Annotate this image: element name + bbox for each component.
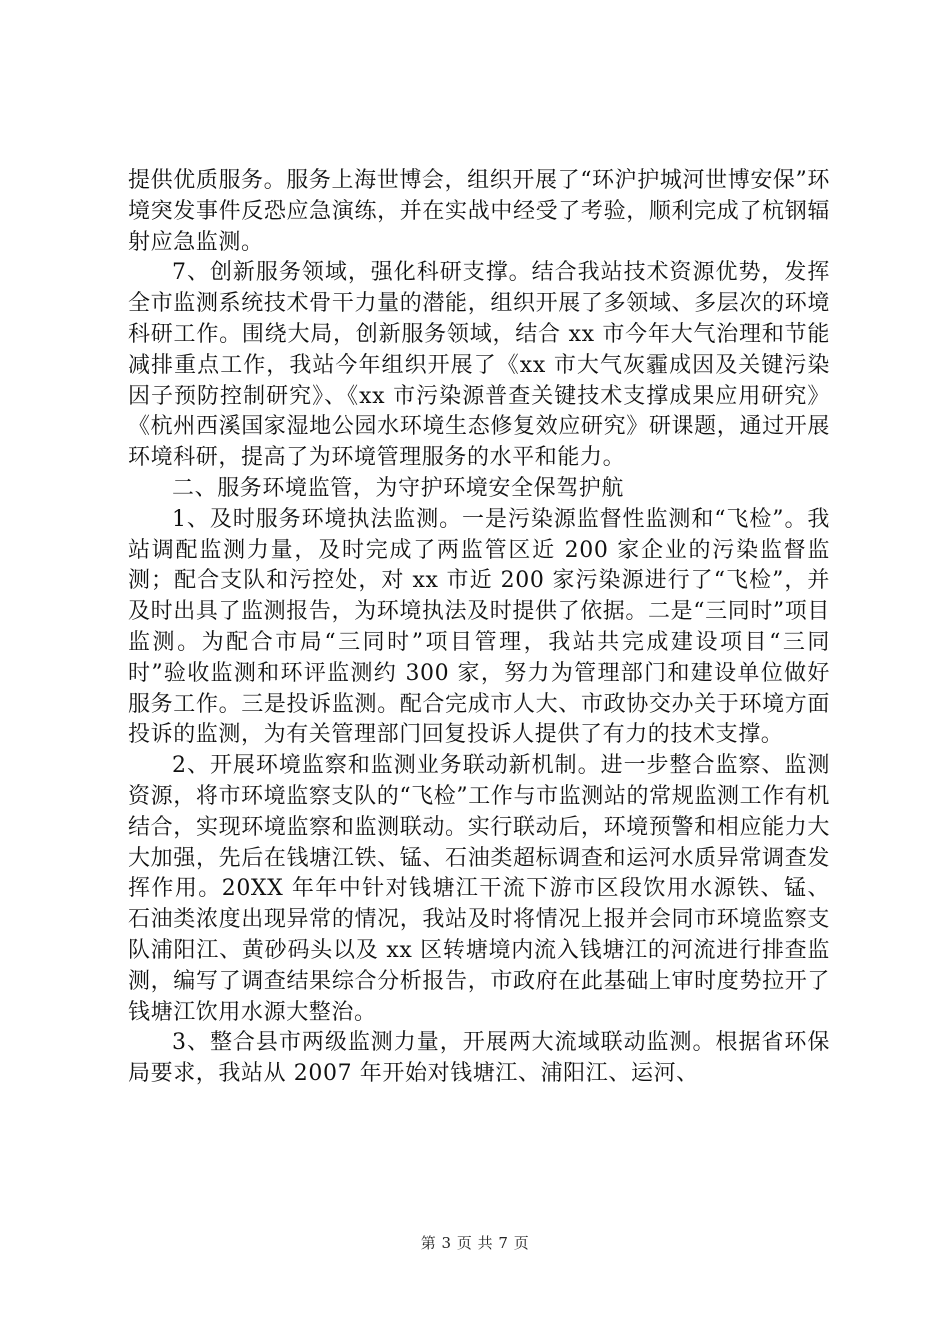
paragraph-item-3-river-basin: 3、整合县市两级监测力量，开展两大流域联动监测。根据省环保局要求，我站从 2007 年开始对钱塘江、浦阳江、运河、 [128, 1030, 830, 1087]
paragraph-item-2-linkage: 2、开展环境监察和监测业务联动新机制。进一步整合监察、监测资源，将市环境监察支队的“飞检”工作与市监测站的常规监测工作有机结合，实现环境监察和监测联动。实行联动后，环境预警和相应能力大大加强，先后在钱塘江铁、锰、石油类超标调查和运河水质异常调查发挥作用。20XX 年年中针对钱塘江干流下游市区段饮用水源铁、锰、石油类浓度出现异常的情况，我站及时将情况上报并会同市环境监察支队浦阳江、黄砂码头以及 xx 区转塘境内流入钱塘江的河流进行排查监测，编写了调查结果综合分析报告，市政府在此基础上审时度势拉开了钱塘江饮用水源大整治。 [128, 753, 830, 1025]
paragraph-continuation: 提供优质服务。服务上海世博会，组织开展了“环沪护城河世博安保”环境突发事件反恐应急演练，并在实战中经受了考验，顺利完成了杭钢辐射应急监测。 [128, 168, 830, 255]
page-footer: 第 3 页 共 7 页 [420, 1234, 530, 1252]
paragraph-item-1-enforcement: 1、及时服务环境执法监测。一是污染源监督性监测和“飞检”。我站调配监测力量，及时完成了两监管区近 200 家企业的污染监督监测；配合支队和污控处，对 xx 市近 200 家污染源进行了“飞检”，并及时出具了监测报告，为环境执法及时提供了依据。二是“三同时”项目监测。为配合市局“三同时”项目管理，我站共完成建设项目“三同时”验收监测和环评监测约 300 家，努力为管理部门和建设单位做好服务工作。三是投诉监测。配合完成市人大、市政协交办关于环境方面投诉的监测，为有关管理部门回复投诉人提供了有力的技术支撑。 [128, 506, 830, 748]
paragraph-item-7-research: 7、创新服务领域，强化科研支撑。结合我站技术资源优势，发挥全市监测系统技术骨干力量的潜能，组织开展了多领域、多层次的环境科研工作。围绕大局，创新服务领域，结合 xx 市今年大气治理和节能减排重点工作，我站今年组织开展了《xx 市大气灰霾成因及关键污染因子预防控制研究》、《xx 市污染源普查关键技术支撑成果应用研究》《杭州西溪国家湿地公园水环境生态修复效应研究》研课题，通过开展环境科研，提高了为环境管理服务的水平和能力。 [128, 260, 830, 471]
section-heading-2: 二、服务环境监管，为守护环境安全保驾护航 [172, 475, 625, 501]
document-body [128, 166, 830, 1090]
